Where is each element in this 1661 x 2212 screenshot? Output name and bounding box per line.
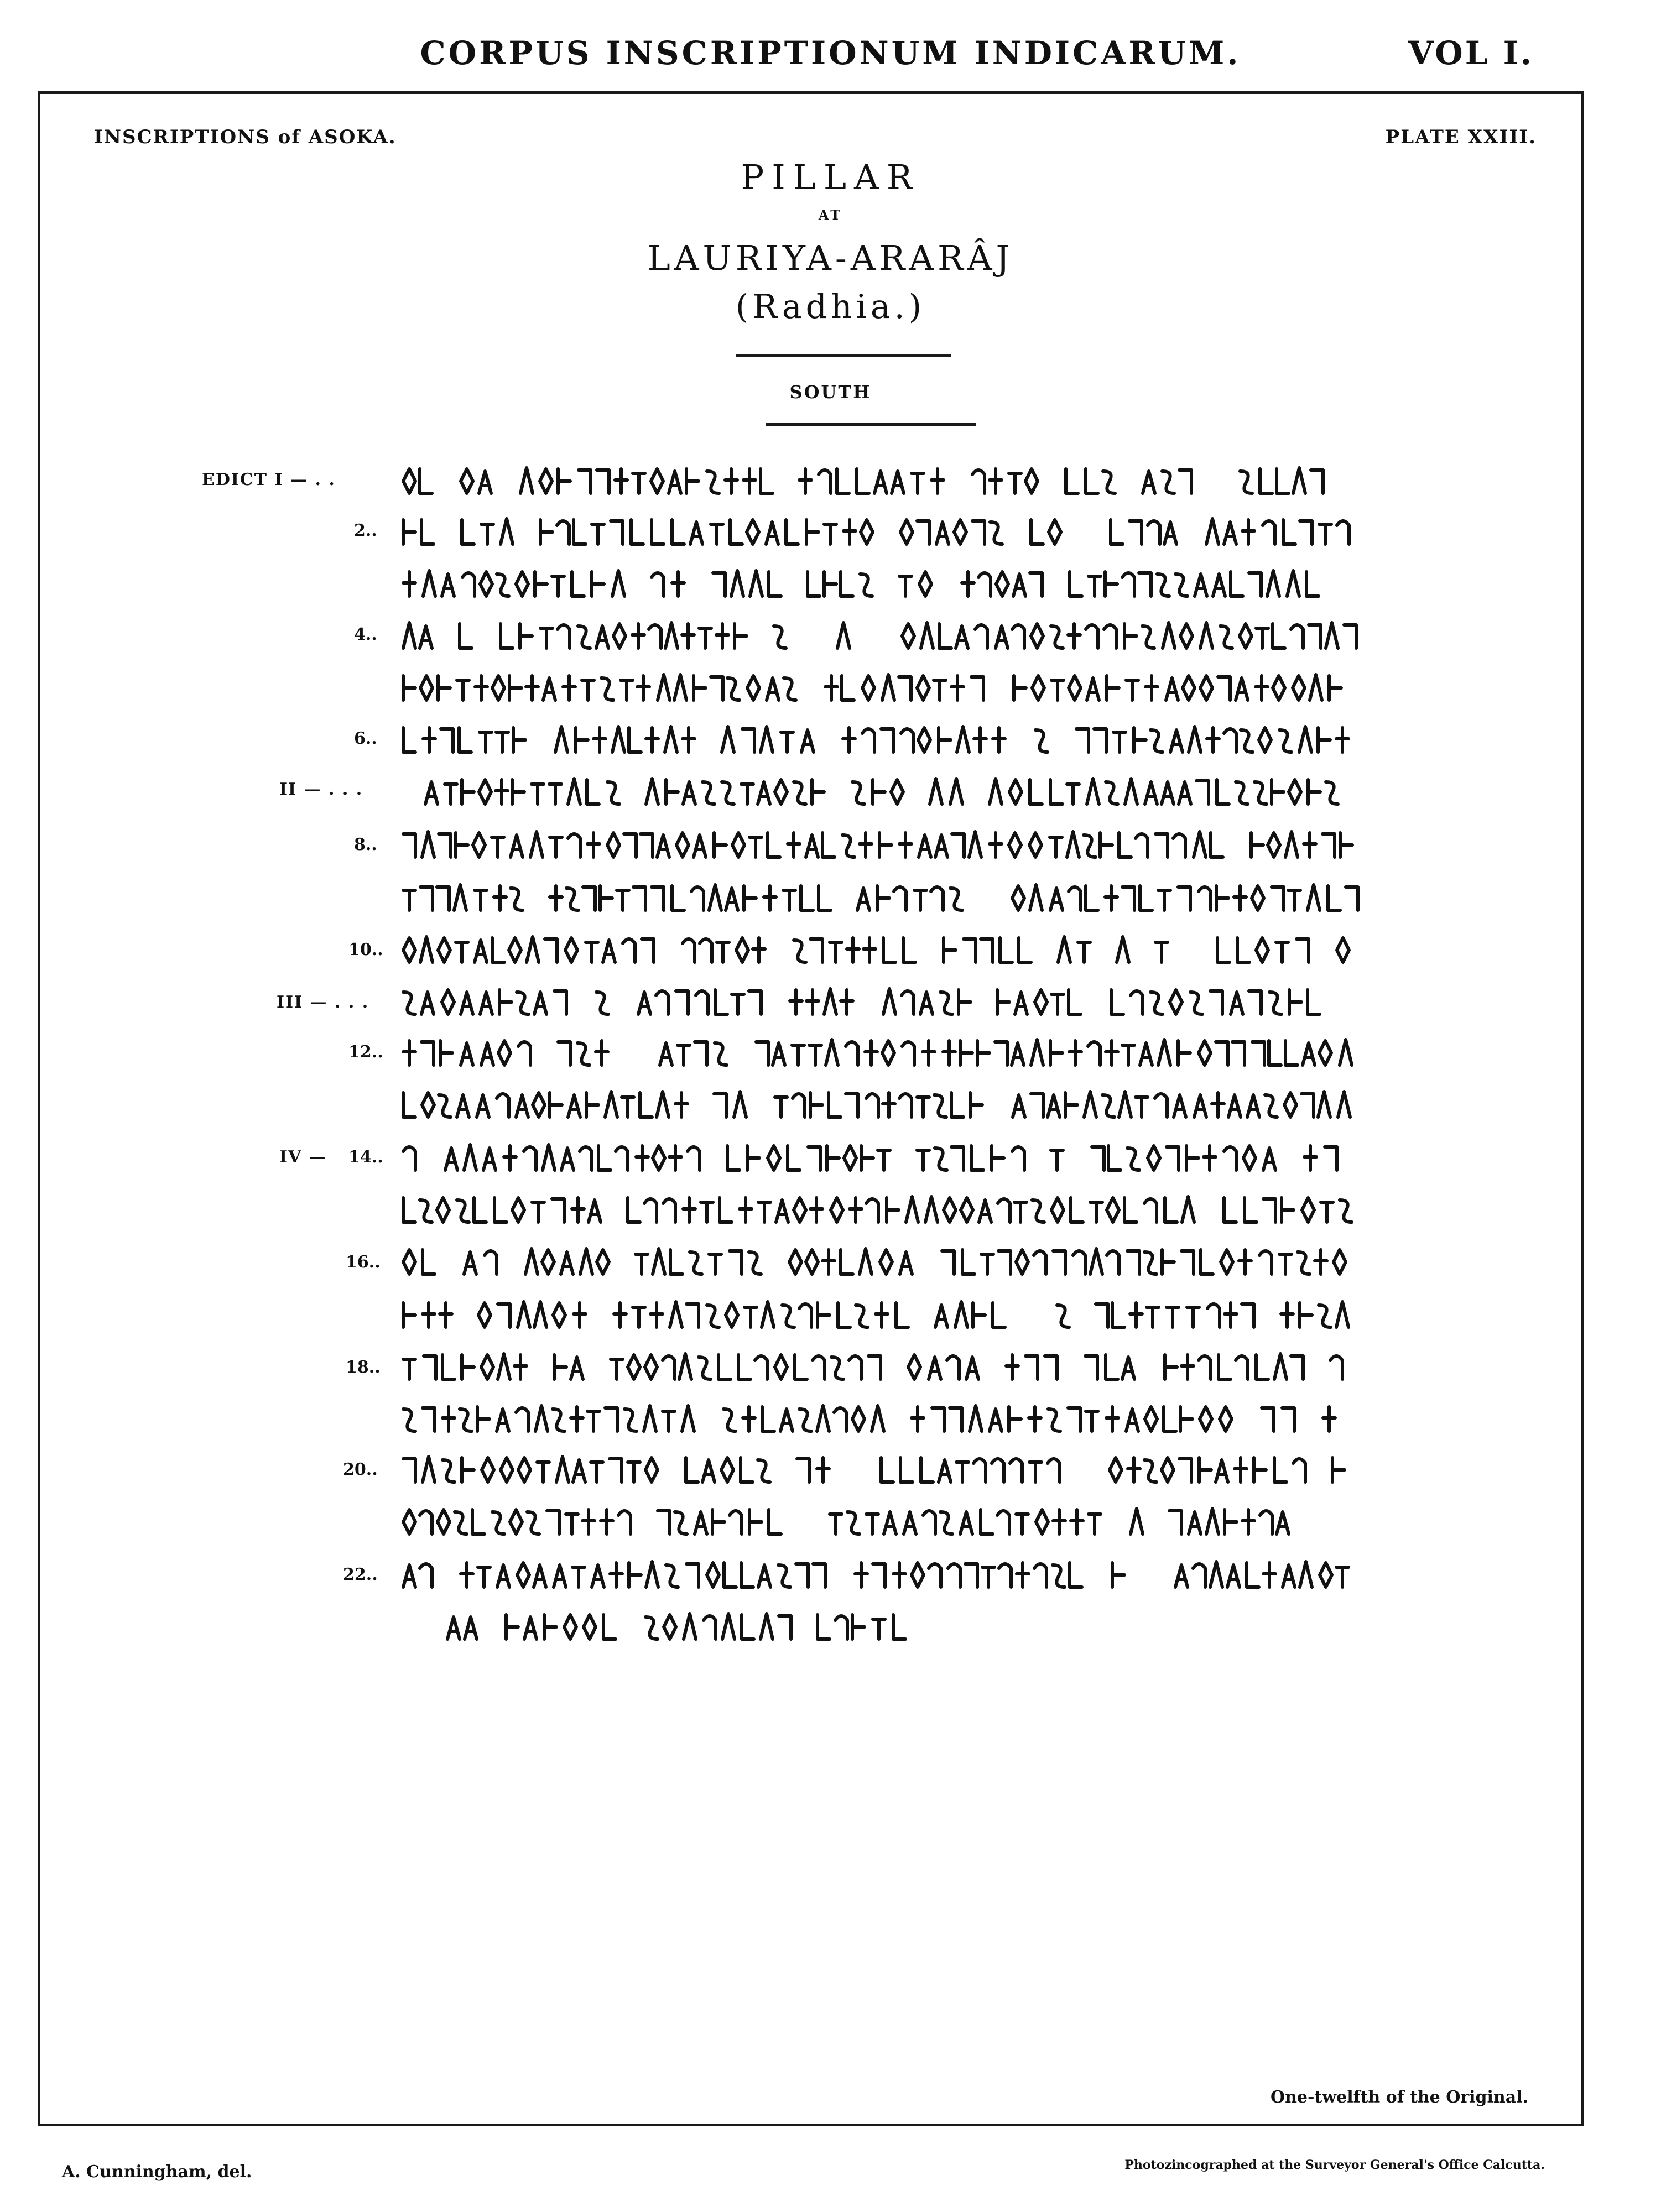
inscription-line-6: [401, 722, 1363, 758]
brahmi-glyph-strokes: [403, 1302, 1348, 1327]
line-number-10: 10..: [348, 940, 383, 959]
brahmi-glyph-strokes: [403, 623, 1356, 648]
inscription-line-1: [401, 463, 1363, 499]
plate-title-site: LAURIYA-ARARÂJ: [647, 238, 1014, 278]
inscription-line-16: [401, 1244, 1363, 1280]
line-number-14: 14..: [348, 1147, 383, 1167]
edict-label-iii: III — . . .: [277, 993, 369, 1012]
brahmi-glyphs-19: [401, 1401, 1363, 1437]
brahmi-glyph-strokes: [403, 1197, 1352, 1222]
brahmi-glyph-strokes: [403, 1509, 1289, 1534]
brahmi-glyphs-2: [401, 514, 1363, 550]
inscription-line-5: [401, 670, 1363, 706]
brahmi-glyph-strokes: [403, 1406, 1335, 1431]
line-number-16: 16..: [346, 1253, 381, 1272]
inscription-line-21: [401, 1504, 1363, 1540]
inscription-line-15: [401, 1192, 1363, 1228]
brahmi-glyphs-9: [401, 880, 1363, 916]
inscription-line-13: [401, 1087, 1363, 1123]
brahmi-glyph-strokes: [403, 675, 1341, 700]
brahmi-glyphs-18: [401, 1349, 1363, 1385]
inscription-line-7: [401, 774, 1363, 810]
running-title: CORPUS INSCRIPTIONUM INDICARUM.: [420, 34, 1241, 72]
draughtsman-credit: A. Cunningham, del.: [62, 2162, 252, 2182]
inscription-line-2: [401, 514, 1363, 550]
brahmi-glyph-strokes: [403, 1562, 1348, 1587]
line-number-12: 12..: [348, 1042, 383, 1062]
brahmi-glyphs-4: [401, 618, 1363, 654]
brahmi-glyphs-12: [401, 1035, 1363, 1071]
brahmi-glyph-strokes: [403, 885, 1358, 910]
edict-label-iv: IV —: [279, 1147, 327, 1167]
title-rule-upper: [736, 354, 951, 357]
brahmi-glyphs-5: [401, 670, 1363, 706]
pillar-face-label: SOUTH: [789, 382, 872, 403]
inscription-line-11: [401, 984, 1363, 1020]
brahmi-glyphs-20: [401, 1452, 1363, 1488]
brahmi-glyphs-22: [401, 1557, 1363, 1593]
volume-number: VOL I.: [1408, 34, 1534, 72]
brahmi-glyphs-8: [401, 827, 1363, 863]
inscription-line-14: [401, 1140, 1363, 1176]
line-number-8: 8..: [354, 835, 377, 854]
line-number-20: 20..: [343, 1460, 378, 1479]
inscription-line-17: [401, 1297, 1363, 1333]
edict-label-i: EDICT I — . .: [202, 470, 336, 489]
brahmi-glyph-strokes: [403, 1092, 1350, 1117]
edict-label-ii: II — . . .: [279, 780, 363, 799]
inscription-line-18: [401, 1349, 1363, 1385]
brahmi-glyphs-13: [401, 1087, 1363, 1123]
plate-title-subtitle: (Radhia.): [735, 288, 926, 326]
inscription-line-20: [401, 1452, 1363, 1488]
brahmi-glyphs-3: [401, 566, 1363, 602]
brahmi-glyph-strokes: [403, 1354, 1342, 1379]
brahmi-glyph-strokes: [403, 1145, 1337, 1170]
plate-series: INSCRIPTIONS of ASOKA.: [94, 126, 397, 148]
brahmi-glyph-strokes: [403, 1249, 1346, 1274]
line-number-18: 18..: [346, 1358, 381, 1377]
brahmi-glyph-strokes: [447, 1614, 905, 1639]
brahmi-glyph-strokes: [403, 937, 1349, 962]
inscription-line-3: [401, 566, 1363, 602]
inscription-line-10: [401, 932, 1363, 968]
brahmi-glyph-strokes: [403, 519, 1349, 544]
brahmi-glyph-strokes: [403, 571, 1319, 596]
brahmi-glyph-strokes: [403, 832, 1352, 857]
line-number-22: 22..: [343, 1565, 378, 1584]
inscription-line-8: [401, 827, 1363, 863]
brahmi-glyph-strokes: [425, 779, 1338, 804]
brahmi-glyphs-16: [401, 1244, 1363, 1280]
inscription-line-4: [401, 618, 1363, 654]
brahmi-glyphs-1: [401, 463, 1363, 499]
brahmi-glyphs-11: [401, 984, 1363, 1020]
inscription-line-23: [401, 1609, 921, 1645]
brahmi-glyphs-21: [401, 1504, 1363, 1540]
brahmi-glyph-strokes: [403, 468, 1323, 493]
inscription-line-12: [401, 1035, 1363, 1071]
inscription-line-22: [401, 1557, 1363, 1593]
brahmi-glyphs-10: [401, 932, 1363, 968]
scale-note: One-twelfth of the Original.: [1270, 2088, 1528, 2107]
inscription-line-9: [401, 880, 1363, 916]
plate-title-pillar: PILLAR: [741, 157, 920, 197]
brahmi-glyphs-14: [401, 1140, 1363, 1176]
brahmi-glyphs-6: [401, 722, 1363, 758]
brahmi-glyph-strokes: [403, 989, 1320, 1014]
printer-credit: Photozincographed at the Surveyor General's Office Calcutta.: [1124, 2158, 1545, 2172]
brahmi-glyphs-7: [401, 774, 1363, 810]
inscription-line-19: [401, 1401, 1363, 1437]
line-number-6: 6..: [354, 729, 377, 748]
brahmi-glyphs-15: [401, 1192, 1363, 1228]
brahmi-glyph-strokes: [403, 727, 1348, 752]
brahmi-glyphs-17: [401, 1297, 1363, 1333]
plate-title-at: AT: [818, 207, 843, 223]
brahmi-glyph-strokes: [403, 1457, 1345, 1482]
plate-number: PLATE XXIII.: [1385, 126, 1537, 148]
brahmi-glyphs-23: [401, 1609, 921, 1645]
line-number-4: 4..: [354, 625, 377, 644]
title-rule-lower: [766, 423, 976, 426]
line-number-2: 2..: [354, 521, 377, 540]
brahmi-glyph-strokes: [403, 1040, 1352, 1065]
